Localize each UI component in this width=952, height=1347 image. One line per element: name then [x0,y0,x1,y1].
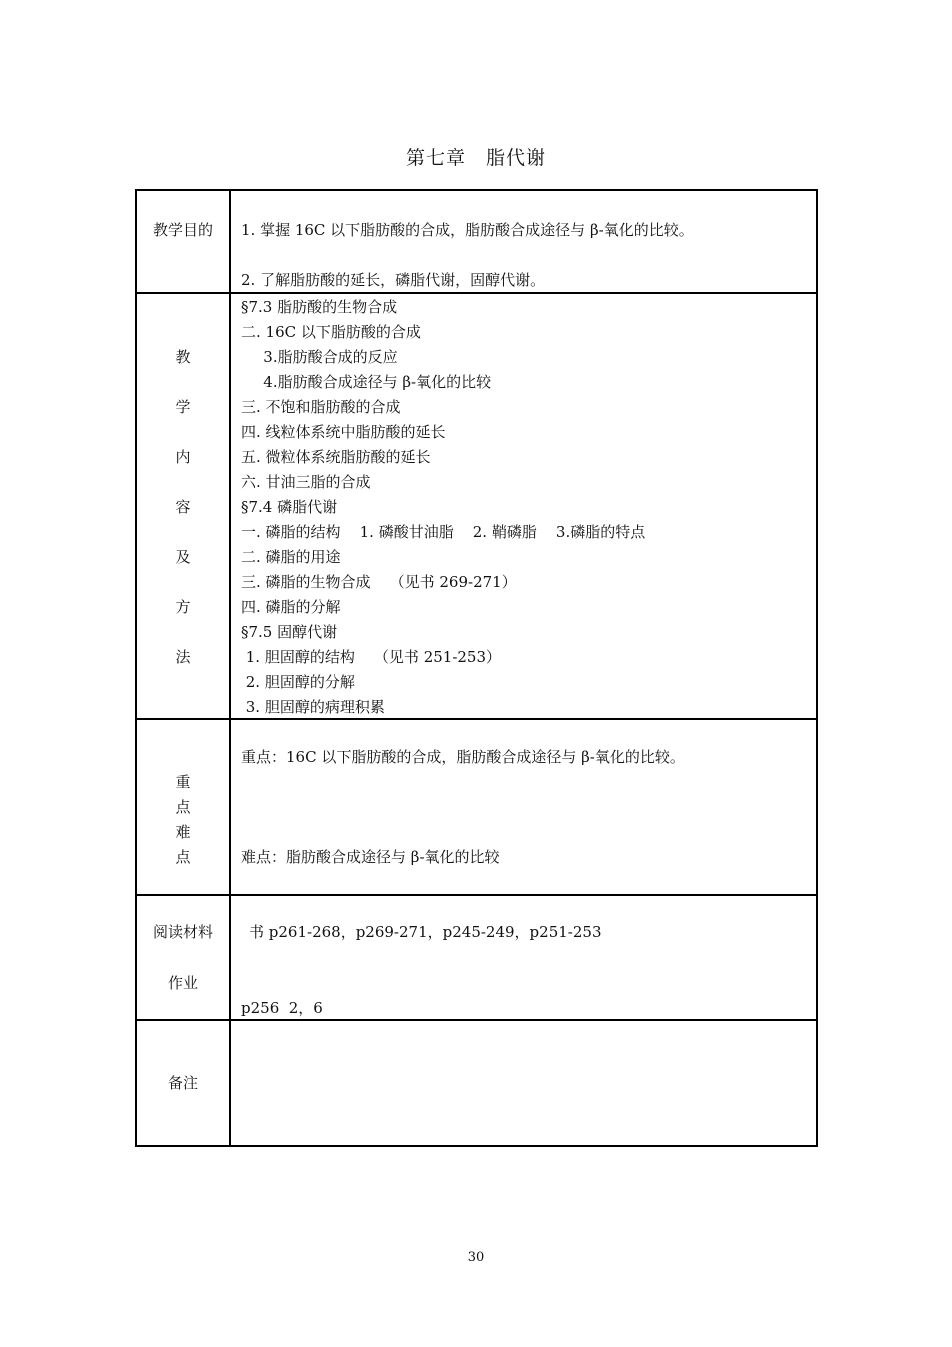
keypoints-label-char: 重 [175,773,191,791]
content-line: 三. 磷脂的生物合成 （见书 269-271） [241,573,517,591]
content-label-cell [136,293,230,719]
content-line: 三. 不饱和脂肪酸的合成 [241,398,401,416]
notes-row [136,1020,817,1146]
content-line: 四. 磷脂的分解 [241,598,341,616]
content-label-char: 内 [175,448,191,466]
homework-text: p256 2，6 [241,999,323,1017]
keypoints-text-cell [230,719,817,895]
keypoints-label-char: 点 [175,798,191,816]
objective-row [136,190,817,293]
objective-label: 教学目的 [152,221,213,239]
content-text-cell [230,293,817,719]
content-line: 二. 磷脂的用途 [241,548,341,566]
key-point-text: 重点：16C 以下脂肪酸的合成，脂肪酸合成途径与 β-氧化的比较。 [241,748,685,766]
content-line: 3.脂肪酸合成的反应 [249,348,398,366]
section-heading: §7.4 磷脂代谢 [241,498,338,516]
content-line: 1. 胆固醇的结构 （见书 251-253） [241,648,502,666]
content-label-char: 及 [175,548,191,566]
lesson-plan-table [135,189,818,1147]
page-title: 第七章 脂代谢 [405,147,546,169]
notes-label: 备注 [167,1074,198,1092]
reading-row [136,895,817,1020]
homework-label: 作业 [167,974,198,992]
content-line: 二. 16C 以下脂肪酸的合成 [241,323,421,341]
keypoints-row [136,719,817,895]
content-line: 五. 微粒体系统脂肪酸的延长 [241,448,431,466]
objective-label-cell [136,190,230,293]
content-line: 一. 磷脂的结构 1. 磷酸甘油脂 2. 鞘磷脂 3.磷脂的特点 [241,523,646,541]
content-label-char: 容 [175,498,191,516]
keypoints-label-char: 难 [175,823,191,841]
content-line: 四. 线粒体系统中脂肪酸的延长 [241,423,446,441]
content-label-char: 方 [175,598,191,616]
keypoints-label-char: 点 [175,848,191,866]
reading-label: 阅读材料 [152,923,213,941]
keypoints-label-cell [136,719,230,895]
objective-line: 2. 了解脂肪酸的延长，磷脂代谢，固醇代谢。 [241,271,546,289]
content-label-char: 法 [175,648,191,666]
content-label-char: 教 [175,348,191,366]
difficult-point-text: 难点：脂肪酸合成途径与 β-氧化的比较 [241,848,500,866]
reading-text: 书 p261-268，p269-271，p245-249，p251-253 [249,923,602,941]
content-line: 2. 胆固醇的分解 [241,673,355,691]
objective-line: 1. 掌握 16C 以下脂肪酸的合成，脂肪酸合成途径与 β-氧化的比较。 [241,221,694,239]
section-heading: §7.5 固醇代谢 [241,623,338,641]
content-line: 3. 胆固醇的病理积累 [241,698,385,716]
reading-text-cell [230,895,817,1020]
objective-content-cell [230,190,817,293]
content-label-char: 学 [175,398,191,416]
content-line: 六. 甘油三脂的合成 [241,473,371,491]
notes-text-cell [230,1020,817,1146]
section-heading: §7.3 脂肪酸的生物合成 [241,298,398,316]
content-line: 4.脂肪酸合成途径与 β-氧化的比较 [249,373,492,391]
notes-label-cell [136,1020,230,1146]
reading-label-cell [136,895,230,1020]
page-number: 30 [467,1250,485,1265]
content-row [136,293,817,719]
